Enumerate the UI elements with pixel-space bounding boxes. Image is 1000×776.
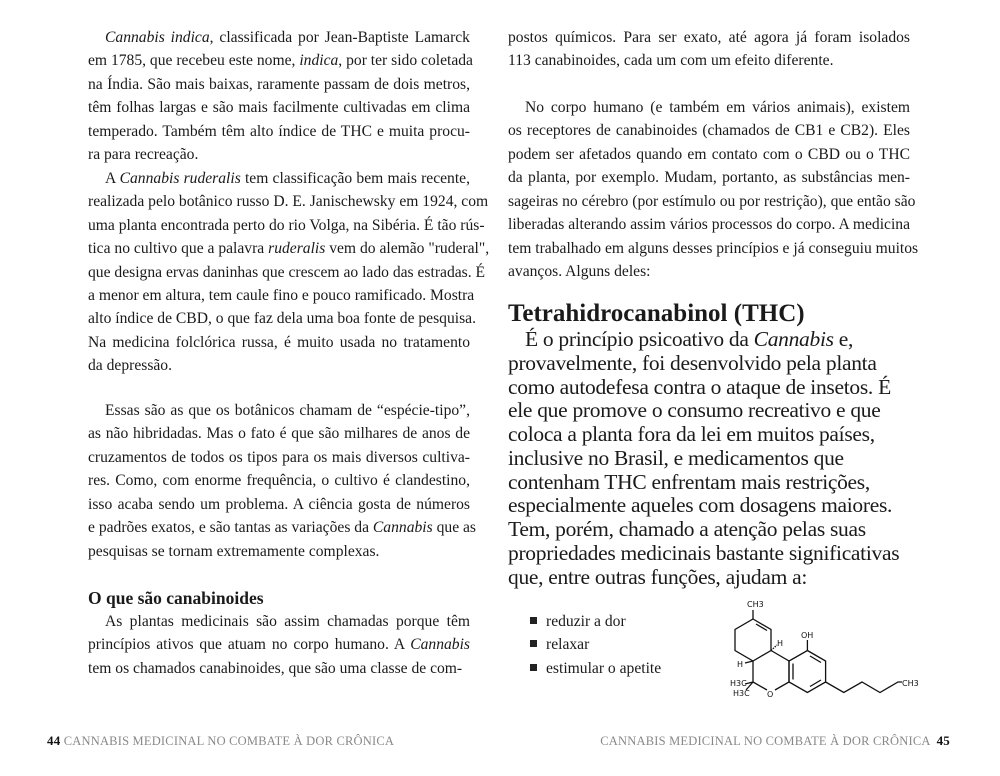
- pyran-ring: [753, 661, 767, 690]
- text-line: liberadas alterando assim vários processos do corpo. A medicina: [508, 216, 910, 234]
- text-line: pesquisas se tornam extremamente complexas.: [88, 542, 380, 560]
- thc-text-line: que, entre outras funções, ajudam a:: [508, 564, 808, 589]
- bullet-text: reduzir a dor: [546, 613, 626, 630]
- text-line: em 1785, que recebeu este nome, indica, por ter sido coletada: [88, 52, 473, 70]
- running-title: CANNABIS MEDICINAL NO COMBATE À DOR CRÔNICA: [600, 734, 930, 748]
- text-line: Na medicina folclórica russa, é muito usada no tratamento: [88, 333, 470, 351]
- page-number: 45: [936, 733, 950, 748]
- text-line: Essas são as que os botânicos chamam de “espécie-tipo”,: [105, 402, 470, 419]
- section-heading: O que são canabinoides: [88, 588, 264, 608]
- thc-text-line: especialmente aqueles com dosagens maiores.: [508, 493, 893, 518]
- text-line: que designa ervas daninhas que crescem ao lado das estradas. É: [88, 263, 486, 281]
- text-line: res. Como, com enorme frequência, o cultivo é clandestino,: [88, 472, 470, 490]
- thc-text-line: provavelmente, foi desenvolvido pela planta: [508, 350, 877, 375]
- text-line: princípios ativos que atuam no corpo humano. A Cannabis: [88, 636, 470, 654]
- thc-text-line: ele que promove o consumo recreativo e que: [508, 398, 881, 423]
- thc-text-line: É o princípio psicoativo da Cannabis e,: [525, 327, 854, 351]
- thc-text-line: contenham THC enfrentam mais restrições,: [508, 469, 870, 494]
- left-footer: [47, 733, 394, 749]
- text-line: sageiras no cérebro (por estímulo ou por restrição), que então são: [508, 192, 916, 210]
- text-line: na Índia. São mais baixas, raramente passam de dois metros,: [88, 75, 470, 93]
- text-line: realizada pelo botânico russo D. E. Janischewsky em 1924, com: [88, 193, 489, 211]
- text-line: têm folhas largas e são mais facilmente cultivadas em clima: [88, 99, 470, 117]
- text-line: tem trabalhado em alguns desses princípios e já conseguiu muitos: [508, 239, 919, 257]
- thc-text-line: coloca a planta fora da lei em muitos países,: [508, 422, 875, 446]
- text-line: A Cannabis ruderalis tem classificação bem mais recente,: [105, 169, 470, 187]
- text-line: da planta, por exemplo. Mudam, portanto, as substâncias men-: [508, 169, 910, 187]
- text-line: avanços. Alguns deles:: [508, 263, 651, 281]
- text-line: cruzamentos de todos os tipos para os mais diversos cultiva-: [88, 448, 470, 466]
- text-line: os receptores de canabinoides (chamados de CB1 e CB2). Eles: [508, 122, 910, 140]
- oxygen-label: O: [767, 690, 774, 699]
- thc-heading: Tetrahidrocanabinol (THC): [508, 300, 805, 327]
- text-line: Cannabis indica, classificada por Jean-Baptiste Lamarck: [105, 29, 470, 46]
- right-footer: [600, 733, 950, 749]
- cyclohexene-ring: [735, 619, 771, 661]
- text-line: da depressão.: [88, 357, 172, 375]
- text-line: As plantas medicinais são assim chamadas porque têm: [105, 613, 470, 630]
- ch3-label: CH3: [747, 600, 764, 609]
- text-line: tem os chamados canabinoides, que são uma classe de com-: [88, 659, 463, 677]
- h3c-label: H3C: [733, 689, 750, 698]
- text-line: temperado. Também têm alto índice de THC e muita procu-: [88, 122, 470, 140]
- h3c-label: H3C: [730, 679, 747, 688]
- text-line: e padrões exatos, e são tantas as variações da Cannabis que as: [88, 519, 477, 537]
- text-line: podem ser afetados quando em contato com o CBD ou o THC: [508, 145, 910, 163]
- h-label: H: [777, 639, 784, 648]
- h-label: H: [737, 660, 744, 669]
- bullet-text: relaxar: [546, 636, 590, 653]
- text-line: 113 canabinoides, cada um com um efeito diferente.: [508, 52, 834, 70]
- text-line: postos químicos. Para ser exato, até agora já foram isolados: [508, 29, 910, 46]
- bullet-text: estimular o apetite: [546, 660, 662, 677]
- benzene-ring: [789, 651, 826, 693]
- ch3-label: CH3: [902, 679, 919, 688]
- text-line: isso acaba sendo um problema. A ciência gosta de números: [88, 495, 470, 513]
- text-line: as não hibridadas. Mas o fato é que são milhares de anos de: [88, 425, 470, 443]
- pentyl-chain: [826, 682, 902, 693]
- double-bond: [756, 624, 767, 631]
- text-line: uma planta encontrada perto do rio Volga, na Sibéria. É tão rús-: [88, 216, 485, 234]
- text-line: tica no cultivo que a palavra ruderalis vem do alemão "ruderal",: [88, 240, 490, 258]
- thc-text-line: Tem, porém, chamado a atenção pelas suas: [508, 517, 866, 541]
- text-line: No corpo humano (e também em vários animais), existem: [525, 99, 910, 116]
- thc-text-line: inclusive no Brasil, e medicamentos que: [508, 445, 844, 470]
- thc-text-line: propriedades medicinais bastante significativas: [508, 540, 900, 565]
- running-title: CANNABIS MEDICINAL NO COMBATE À DOR CRÔNICA: [63, 734, 395, 748]
- page-number: 44: [47, 733, 61, 748]
- oh-label: OH: [801, 631, 814, 640]
- thc-text-line: como autodefesa contra o ataque de insetos. É: [508, 374, 891, 399]
- text-line: alto índice de CBD, o que faz dela uma boa fonte de pesquisa.: [88, 310, 476, 328]
- pyran-ring: [771, 651, 789, 691]
- text-line: a menor em altura, tem caule fino e pouco ramificado. Mostra: [88, 286, 475, 304]
- text-line: ra para recreação.: [88, 146, 199, 164]
